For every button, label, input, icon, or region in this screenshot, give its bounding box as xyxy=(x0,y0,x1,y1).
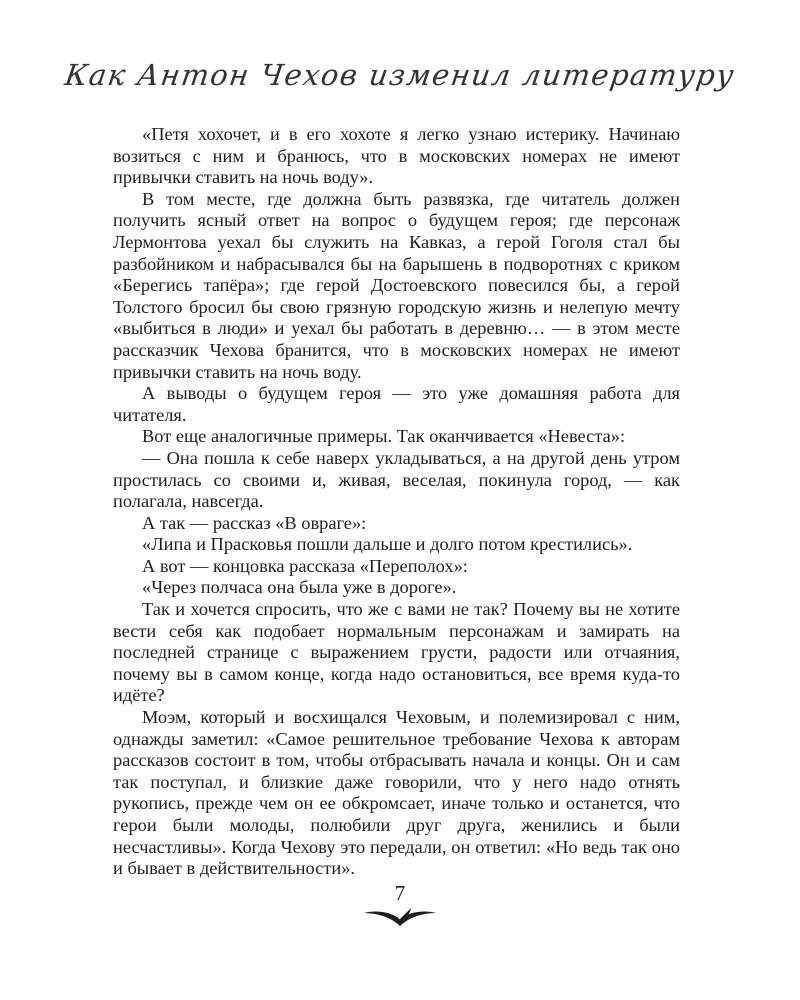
page-number: 7 xyxy=(394,881,406,905)
paragraph: Вот еще аналогичные примеры. Так оканчивается «Невеста»: xyxy=(142,426,626,447)
paragraph: А так — рассказ «В овраге»: xyxy=(142,512,367,533)
paragraph: А выводы о будущем героя — это уже домашняя работа для читателя. xyxy=(113,383,680,425)
body-text xyxy=(113,124,680,880)
paragraph: Так и хочется спросить, что же с вами не так? Почему вы не хотите вести себя как подобает нормальным персонажам и замирать на последней странице с выражением грусти, радости или отчаяния, почему вы в самом конце, когда надо остановиться, все время куда-то идёте? xyxy=(113,599,680,706)
paragraph: «Через полчаса она была уже в дороге». xyxy=(142,577,457,598)
paragraph: «Петя хохочет, и в его хохоте я легко узнаю истерику. Начинаю возиться с ним и бранюсь, что в московских номерах не имеют привычки ставить на ночь воду». xyxy=(113,124,680,188)
paragraph: В том месте, где должна быть развязка, где читатель должен получить ясный ответ на вопрос о будущем героя; где персонаж Лермонтова уехал бы служить на Кавказ, а герой Гоголя стал бы разбойником и набрасывался бы на барышень в подворотнях с криком «Берегись тапёра»; где герой Достоевского повесился бы, а герой Толстого бросил бы свою грязную городскую жизнь и нелепую мечту «выбиться в люди» и уехал бы работать в деревню… — в этом месте рассказчик Чехова бранится, что в московских номерах не имеют привычки ставить на ночь воду. xyxy=(113,188,680,382)
running-title: Как Антон Чехов изменил литературу xyxy=(62,58,738,92)
flying-bird-icon xyxy=(362,904,438,928)
paragraph: — Она пошла к себе наверх укладываться, а на другой день утром простилась со своими и, живая, веселая, покинула город, — как полагала, навсегда. xyxy=(113,447,680,512)
page-footer xyxy=(0,882,800,928)
paragraph: «Липа и Прасковья пошли дальше и долго потом крестились». xyxy=(142,534,633,555)
paragraph: А вот — концовка рассказа «Переполох»: xyxy=(142,555,468,576)
paragraph: Моэм, который и восхищался Чеховым, и полемизировал с ним, однажды заметил: «Самое решительное требование Чехова к авторам рассказов состоит в том, чтобы отбрасывать начала и концы. Он и сам так поступал, и близкие даже говорили, что у него надо отнять рукопись, прежде чем он ее обкромсает, иначе только и останется, что герои были молоды, полюбили друг друга, женились и были несчастливы». Когда Чехову это передали, он ответил: «Но ведь так оно и бывает в действительности». xyxy=(113,707,680,879)
